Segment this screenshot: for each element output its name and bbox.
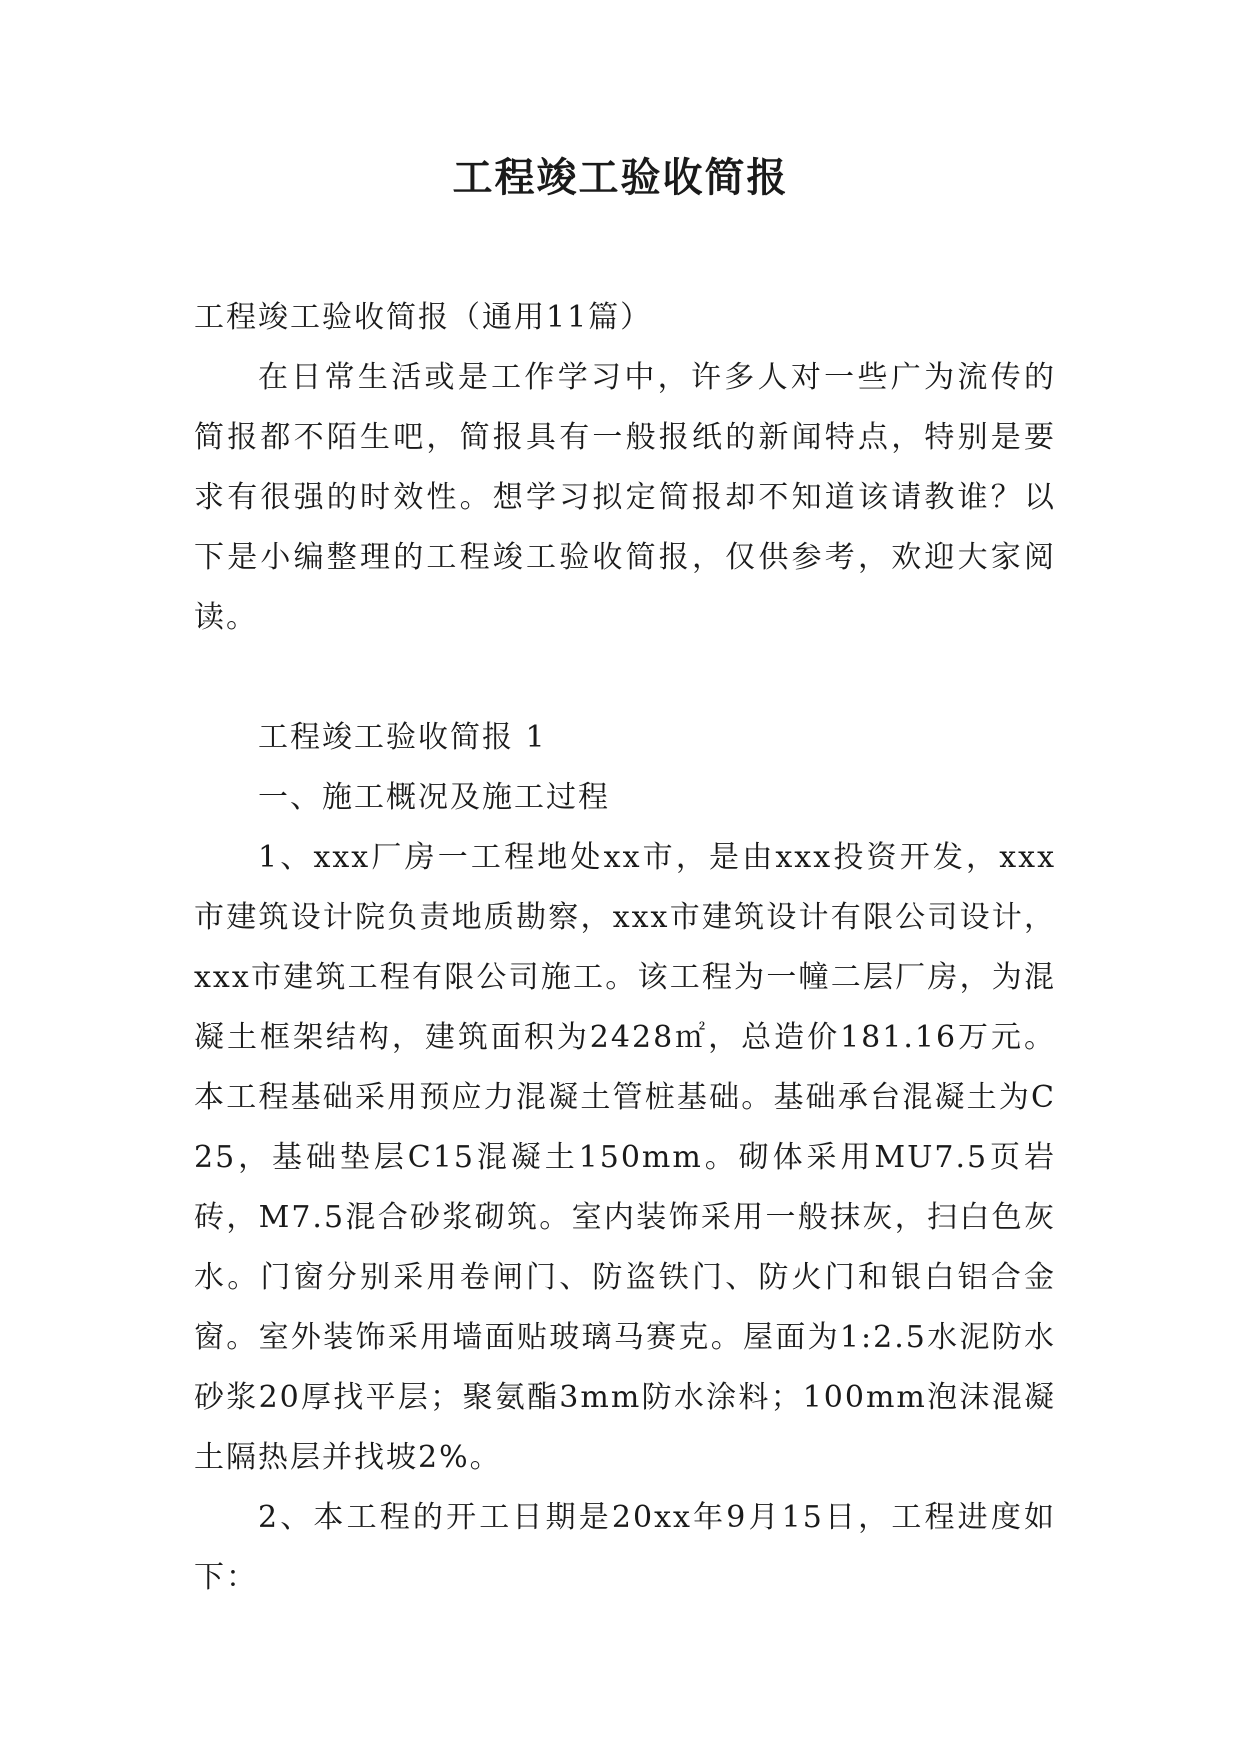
- intro-paragraph: 在日常生活或是工作学习中，许多人对一些广为流传的简报都不陌生吧，简报具有一般报纸的新闻特点，特别是要求有很强的时效性。想学习拟定简报却不知道该请教谁？以下是小编整理的工程竣工验收简报，仅供参考，欢迎大家阅读。: [194, 360, 1056, 635]
- paragraph-spacer: [194, 648, 1056, 708]
- document-title: 工程竣工验收简报: [452, 154, 789, 201]
- document-body: [194, 288, 1056, 1608]
- construction-overview-paragraph: 1、xxx厂房一工程地处xx市，是由xxx投资开发，xxx市建筑设计院负责地质勘察，xxx市建筑设计有限公司设计，xxx市建筑工程有限公司施工。该工程为一幢二层厂房，为混凝土框架结构，建筑面积为2428㎡，总造价181.16万元。本工程基础采用预应力混凝土管桩基础。基础承台混凝土为C25，基础垫层C15混凝土150mm。砌体采用MU7.5页岩砖，M7.5混合砂浆砌筑。室内装饰采用一般抹灰，扫白色灰水。门窗分别采用卷闸门、防盗铁门、防火门和银白铝合金窗。室外装饰采用墙面贴玻璃马赛克。屋面为1:2.5水泥防水砂浆20厚找平层；聚氨酯3mm防水涂料；100mm泡沫混凝土隔热层并找坡2%。: [194, 840, 1056, 1475]
- document-subtitle: 工程竣工验收简报（通用11篇）: [194, 300, 653, 335]
- section-title: 工程竣工验收简报 1: [258, 720, 547, 755]
- schedule-paragraph: 2、本工程的开工日期是20xx年9月15日，工程进度如下：: [194, 1500, 1056, 1595]
- section-heading: 一、施工概况及施工过程: [258, 780, 610, 815]
